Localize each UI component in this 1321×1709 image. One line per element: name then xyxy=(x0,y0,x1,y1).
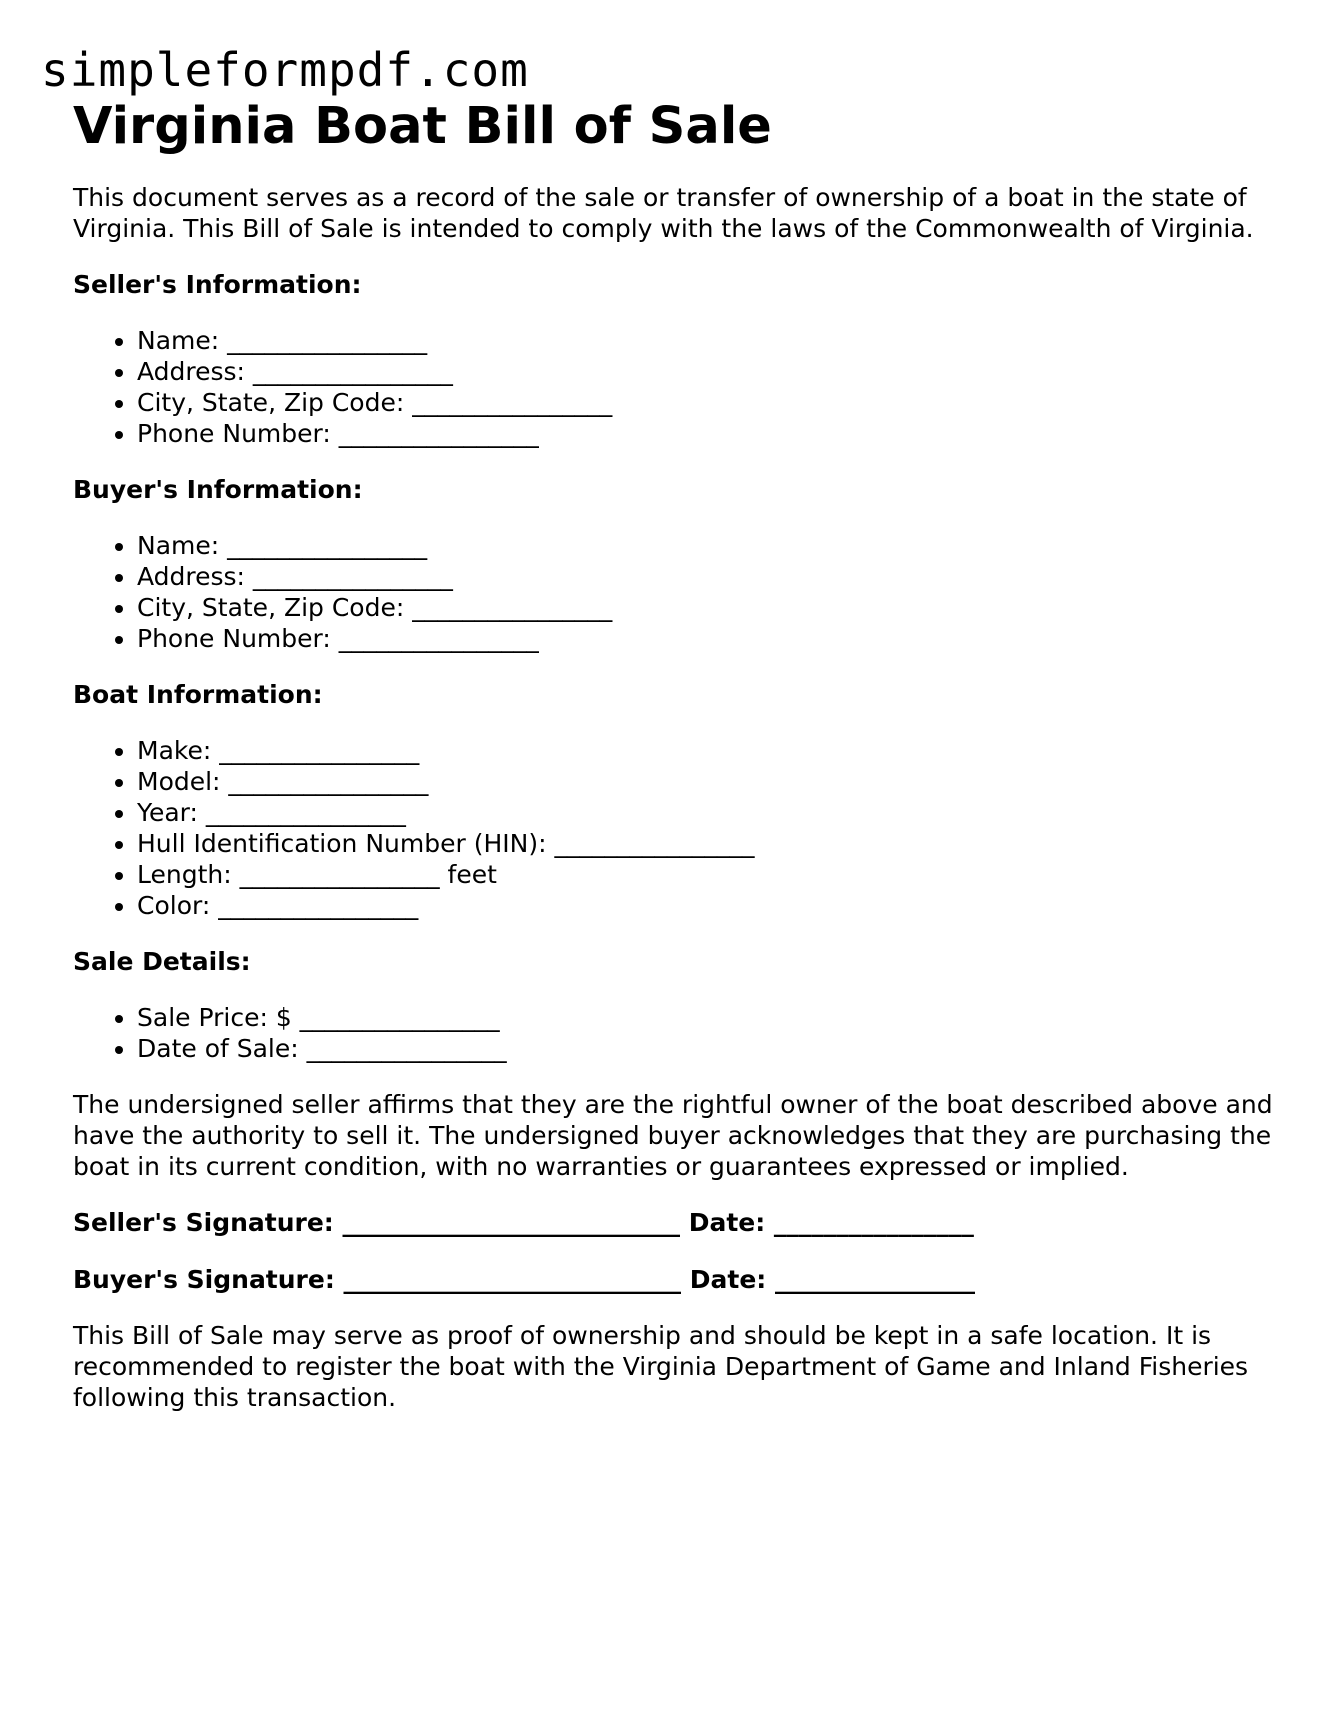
boat-year-field: • Year: ________________ xyxy=(137,797,1273,828)
seller-phone-field: • Phone Number: ________________ xyxy=(137,418,1273,449)
buyer-section-heading: Buyer's Information: xyxy=(73,475,363,504)
document-body xyxy=(73,94,1273,1413)
boat-color-field: • Color: ________________ xyxy=(137,890,1273,921)
seller-name-field: • Name: ________________ xyxy=(137,325,1273,356)
watermark: simpleformpdf.com xyxy=(41,43,529,97)
sale-fields-list xyxy=(73,1002,1273,1064)
sale-price-field: • Sale Price: $ ________________ xyxy=(137,1002,1273,1033)
boat-hin-field: • Hull Identification Number (HIN): ________________ xyxy=(137,828,1273,859)
buyer-phone-field: • Phone Number: ________________ xyxy=(137,623,1273,654)
boat-fields-list xyxy=(73,735,1273,921)
buyer-address-field: • Address: ________________ xyxy=(137,561,1273,592)
document-title: Virginia Boat Bill of Sale xyxy=(73,97,772,156)
sale-date-field: • Date of Sale: ________________ xyxy=(137,1033,1273,1064)
intro-paragraph: This document serves as a record of the sale or transfer of ownership of a boat in the state of Virginia. This Bill of Sale is intended to comply with the laws of the Commonwealth of Virginia. xyxy=(73,183,1254,243)
buyer-signature-line: Buyer's Signature: ___________________________ Date: ________________ xyxy=(73,1265,975,1294)
affirmation-paragraph: The undersigned seller affirms that they are the rightful owner of the boat described above and have the authority to sell it. The undersigned buyer acknowledges that they are purchasing the boat in its current condition, with no warranties or guarantees expressed or implied. xyxy=(73,1090,1273,1181)
boat-length-field: • Length: ________________ feet xyxy=(137,859,1273,890)
seller-city-state-zip-field: • City, State, Zip Code: ________________ xyxy=(137,387,1273,418)
seller-address-field: • Address: ________________ xyxy=(137,356,1273,387)
seller-signature-line: Seller's Signature: ___________________________ Date: ________________ xyxy=(73,1208,974,1237)
seller-section-heading: Seller's Information: xyxy=(73,270,362,299)
closing-note: This Bill of Sale may serve as proof of ownership and should be kept in a safe location. It is recommended to register the boat with the Virginia Department of Game and Inland Fisheries following this transaction. xyxy=(73,1321,1249,1412)
boat-model-field: • Model: ________________ xyxy=(137,766,1273,797)
seller-fields-list xyxy=(73,325,1273,449)
sale-section-heading: Sale Details: xyxy=(73,947,251,976)
buyer-city-state-zip-field: • City, State, Zip Code: ________________ xyxy=(137,592,1273,623)
buyer-name-field: • Name: ________________ xyxy=(137,530,1273,561)
boat-section-heading: Boat Information: xyxy=(73,680,323,709)
boat-make-field: • Make: ________________ xyxy=(137,735,1273,766)
buyer-fields-list xyxy=(73,530,1273,654)
